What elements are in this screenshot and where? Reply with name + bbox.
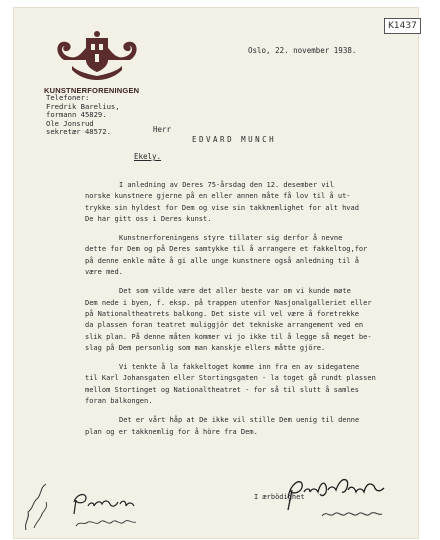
closing-phrase: I ærbödighet <box>254 493 305 501</box>
paragraph: Det er vårt håp at De ikke vil stille Dem uenig til denne plan og er takknemlig for å höre fra Dem. <box>85 416 360 436</box>
vice-chair-signature <box>70 488 150 532</box>
paragraph: Vi tenkte å la fakkeltoget komme inn fra en av sidegatene til Karl Johansgaten eller Stortingsgaten - la toget gå rundt plassen mellom Stortinget og Nationaltheatret - for så til slutt å samles foran balkongen. <box>85 363 376 406</box>
salutation-herr: Herr <box>153 125 172 134</box>
addressee-place: Ekely. <box>134 152 162 161</box>
chair-signature <box>282 470 388 532</box>
paragraph: Kunstnerforeningens styre tillater sig derfor å nevne dette for Dem og på Deres samtykke til å arrangere et fakkeltog,for på denne enkle måte å gi alle unge kunstnere også anledning til å være med. <box>85 234 368 277</box>
phone-block: Telefoner: Fredrik Barelius, formann 45829. Ole Jonsrud sekretær 48572. <box>46 93 120 137</box>
archive-number-label: K1437 <box>384 18 421 34</box>
addressee-name: EDVARD MUNCH <box>192 135 277 144</box>
dateline: Oslo, 22. november 1938. <box>248 46 357 55</box>
letter-body <box>85 180 403 446</box>
paragraph: I anledning av Deres 75-årsdag den 12. desember vil norske kunstnere gjerne på en eller annen måte få lov til å ut- trykke sin hyldest for Dem og vise sin takknemlighet for alt hvad De har gitt oss i Deres kunst. <box>85 181 359 223</box>
margin-note-handwriting <box>20 478 60 534</box>
organization-name: KUNSTNERFORENINGEN <box>44 86 140 95</box>
kunstnerforeningen-crest-icon <box>52 30 142 86</box>
paragraph: Det som vilde være det aller beste var om vi kunde møte Dem nede i byen, f. eksp. på trappen utenfor Nasjonalgalleriet eller på Nationaltheatrets balkong. Det siste vil vel være å foretrekke da plassen foran teatret muliggjör det tekniske arrangement ved en slik plan. På denne måten kommer vi jo ikke til å legge så meget be- slag på Dem personlig som man kanskje ellers måtte gjöre. <box>85 287 372 352</box>
